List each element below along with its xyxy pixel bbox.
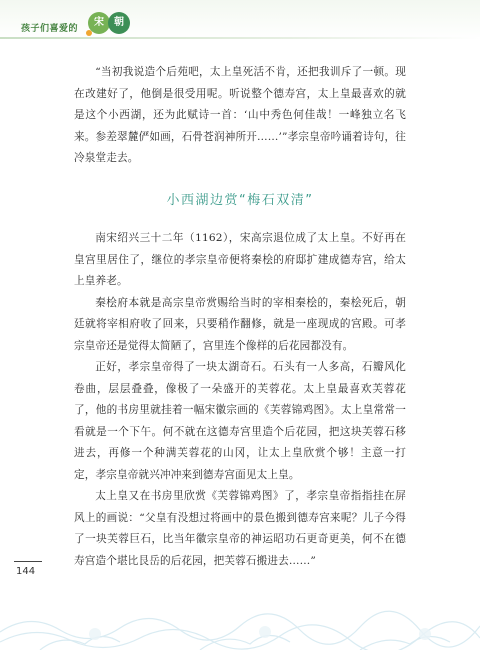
series-badge [86,12,132,36]
badge-dot-icon [86,30,92,36]
paragraph-intro: “当初我说造个后苑吧，太上皇死活不肯，还把我训斥了一顿。现在改建好了，他倒是很受用呢。听说整个德寿宫，太上皇最喜欢的就是这个小西湖，还为此赋诗一首：‘山中秀色何佳哉！一峰独立名飞来。参差翠麓俨如画，石骨苍润神所开……’”孝宗皇帝吟诵着诗句，往冷泉堂走去。 [74,66,406,164]
wave-decoration [0,572,480,650]
article-body [74,62,406,572]
badge-char-chao: 朝 [108,12,130,34]
section-heading [74,190,406,212]
page-number: 144 [16,566,36,577]
page-number-rule [14,561,42,562]
paragraph-2: 秦桧府本就是高宗皇帝赏赐给当时的宰相秦桧的，秦桧死后，朝廷就将宰相府收了回来，只要稍作翻修，就是一座现成的宫殿。可孝宗皇帝还是觉得太简陋了，宫里连个像样的后花园都没有。 [74,296,406,352]
paragraph-1: 南宋绍兴三十二年（1162），宋高宗退位成了太上皇。不好再在皇宫里居住了，继位的孝宗皇帝便将秦桧的府邸扩建成德寿宫，给太上皇养老。 [74,232,406,287]
section-heading-main: 小西湖边赏 [166,192,240,208]
paragraph-3: 正好，孝宗皇帝得了一块太湖奇石。石头有一人多高，石瓣风化卷曲，层层叠叠，像极了一朵盛开的芙蓉花。太上皇最喜欢芙蓉花了，他的书房里就挂着一幅宋徽宗画的《芙蓉锦鸡图》。太上皇常常一看就是一个下午。何不就在这德寿宫里造个后花园，把这块芙蓉石移进去，再修一个种满芙蓉花的山冈，让太上皇欣赏个够！主意一打定，孝宗皇帝就兴冲冲来到德寿宫面见太上皇。 [74,361,406,481]
header-divider [0,37,480,39]
section-heading-quote: “梅石双清” [239,192,314,208]
paragraph-4: 太上皇又在书房里欣赏《芙蓉锦鸡图》了，孝宗皇帝指指挂在屏风上的画说：“父皇有没想过将画中的景色搬到德寿宫来呢？儿子今得了一块芙蓉巨石，比当年徽宗皇帝的神运昭功石更奇更美，何不在德寿宫造个堪比艮岳的后花园，把芙蓉石搬进去……” [74,490,406,567]
series-title: 孩子们喜爱的 [21,24,79,34]
header-band [0,0,480,40]
badge-char-song: 宋 [88,12,110,34]
